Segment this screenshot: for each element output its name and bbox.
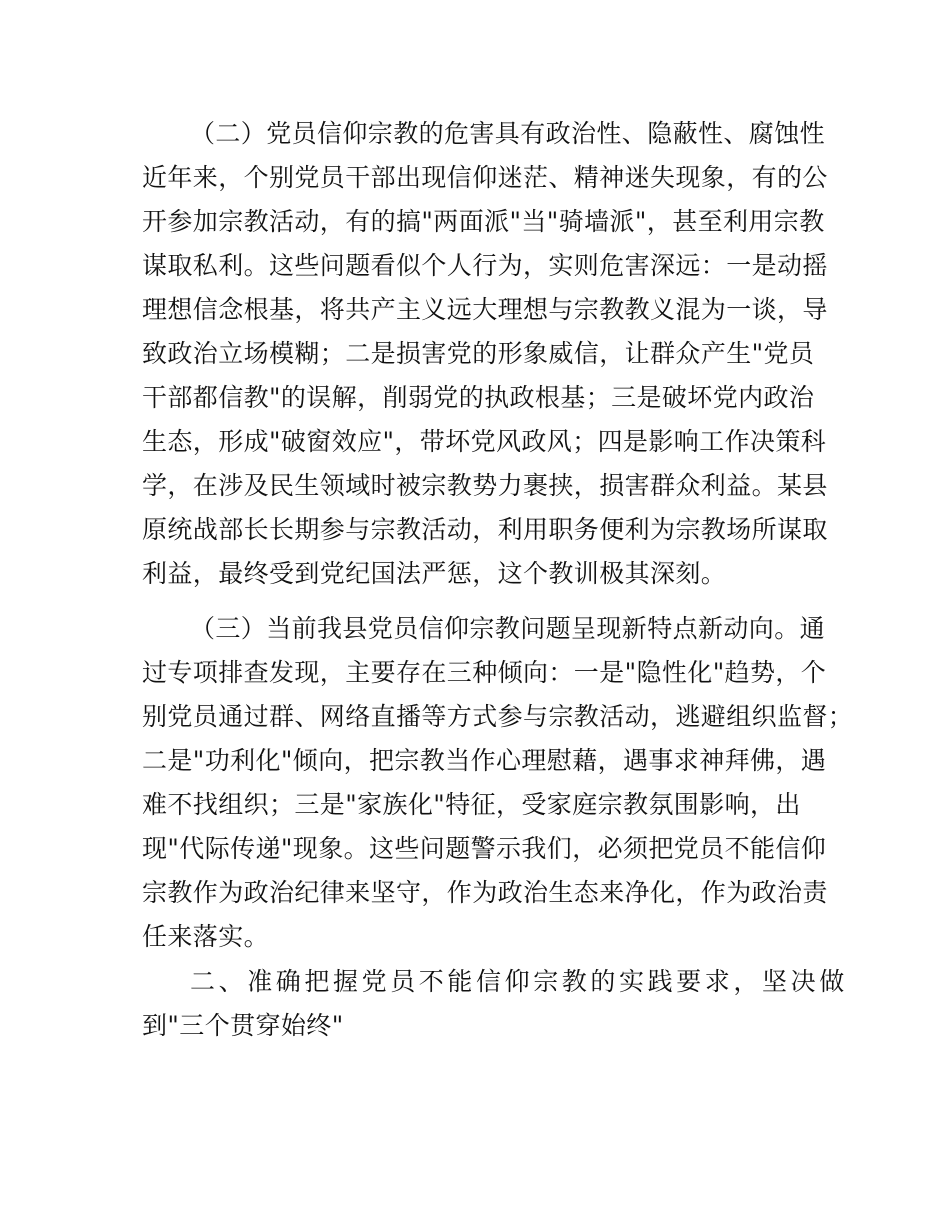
paragraph-line: 学，在涉及民生领域时被宗教势力裹挟，损害群众利益。某县 [142, 471, 828, 500]
paragraph-line: 任来落实。 [142, 922, 270, 951]
paragraph-line: 过专项排查发现，主要存在三种倾向：一是"隐性化"趋势，个 [142, 658, 827, 687]
paragraph-line: 宗教作为政治纪律来坚守，作为政治生态来净化，作为政治责 [142, 878, 828, 907]
paragraph-line: 干部都信教"的误解，削弱党的执政根基；三是破坏党内政治 [142, 383, 815, 412]
heading-line: 二、准确把握党员不能信仰宗教的实践要求，坚决做 [190, 967, 848, 996]
paragraph-line: 别党员通过群、网络直播等方式参与宗教活动，逃避组织监督； [142, 702, 854, 731]
paragraph-line: 原统战部长长期参与宗教活动，利用职务便利为宗教场所谋取 [142, 515, 828, 544]
paragraph-line: 致政治立场模糊；二是损害党的形象威信，让群众产生"党员 [142, 339, 815, 368]
paragraph-line: 生态，形成"破窗效应"，带坏党风政风；四是影响工作决策科 [142, 427, 827, 456]
paragraph-line: 难不找组织；三是"家族化"特征，受家庭宗教氛围影响，出 [142, 790, 801, 819]
paragraph-line: 二是"功利化"倾向，把宗教当作心理慰藉，遇事求神拜佛，遇 [142, 746, 827, 775]
paragraph-line: 开参加宗教活动，有的搞"两面派"当"骑墙派"，甚至利用宗教 [142, 207, 825, 236]
paragraph-line: 理想信念根基，将共产主义远大理想与宗教教义混为一谈，导 [142, 295, 828, 324]
heading-line: 到"三个贯穿始终" [142, 1011, 344, 1040]
paragraph-line: （二）党员信仰宗教的危害具有政治性、隐蔽性、腐蚀性 [190, 119, 826, 148]
paragraph-line: 利益，最终受到党纪国法严惩，这个教训极其深刻。 [142, 559, 727, 588]
paragraph-line: 谋取私利。这些问题看似个人行为，实则危害深远：一是动摇 [142, 251, 828, 280]
paragraph-line: （三）当前我县党员信仰宗教问题呈现新特点新动向。通 [190, 614, 826, 643]
paragraph-line: 现"代际传递"现象。这些问题警示我们，必须把党员不能信仰 [142, 834, 827, 863]
paragraph-line: 近年来，个别党员干部出现信仰迷茫、精神迷失现象，有的公 [142, 163, 828, 192]
